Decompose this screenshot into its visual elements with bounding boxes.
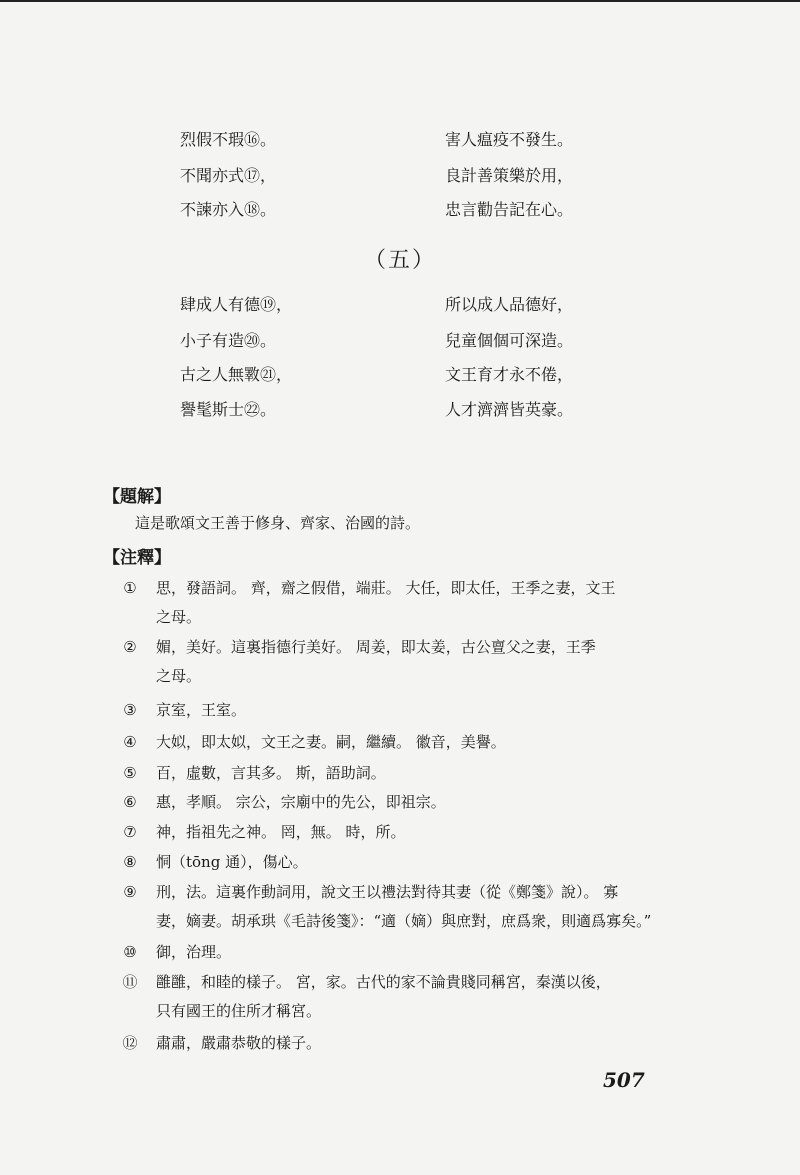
note-line: 思，發語詞。 齊，齋之假借，端莊。 大任，即太任，王季之妻，文王 [156,579,616,597]
note-number: ⑩ [123,943,137,961]
note-number: ④ [123,733,137,751]
poem-line [0,161,800,191]
note-item [120,759,680,788]
note-item [120,696,680,725]
poem-translation: 忠言勸告記在心。 [445,200,574,219]
note-line: 惠，孝順。 宗公，宗廟中的先公，即祖宗。 [156,793,446,811]
note-line: 京室，王室。 [156,701,247,719]
poem-line [0,125,800,155]
poem-original: 譽髦斯士㉒。 [180,400,277,419]
note-line: 肅肅，嚴肅恭敬的樣子。 [156,1034,322,1052]
note-number: ⑤ [123,764,137,782]
note-number: ② [123,638,137,656]
tijie-text: 這是歌頌文王善于修身、齊家、治國的詩。 [135,514,421,532]
note-number: ① [123,579,137,597]
note-item [120,938,680,967]
note-line: 之母。 [156,608,202,626]
poem-line [0,395,800,425]
poem-original: 小子有造⑳。 [180,331,277,350]
note-item [120,818,680,847]
note-line: 恫（tōng 通），傷心。 [156,853,308,871]
note-item [120,574,680,632]
note-item [120,968,680,1026]
note-item [120,633,680,691]
top-rule [0,0,800,2]
poem-translation: 文王育才永不倦， [445,365,574,384]
poem-line [0,326,800,356]
note-line: 之母。 [156,667,202,685]
poem-translation: 良計善策樂於用， [445,166,574,185]
note-number: ⑫ [122,1034,138,1052]
poem-original: 烈假不瑕⑯。 [180,130,277,149]
poem-line [0,290,800,320]
poem-translation: 害人瘟疫不發生。 [445,130,574,149]
note-line: 妻，嫡妻。胡承珙《毛詩後箋》：“適（嫡）與庶對，庶爲衆，則適爲寡矣。” [156,912,652,930]
page-number: 507 [603,1068,645,1092]
poem-translation: 所以成人品德好， [445,295,574,314]
note-item [120,878,680,936]
note-number: ⑨ [123,883,137,901]
note-item [120,728,680,757]
note-number: ⑪ [122,973,138,991]
note-number: ⑧ [123,853,137,871]
poem-translation: 人才濟濟皆英豪。 [445,400,574,419]
note-line: 只有國王的住所才稱宮。 [156,1002,322,1020]
note-number: ⑦ [123,823,137,841]
poem-line [0,195,800,225]
note-line: 大姒，即太姒，文王之妻。嗣，繼續。 徽音，美譽。 [156,733,506,751]
poem-line [0,360,800,390]
zhushi-heading: 【注釋】 [103,548,171,568]
note-item [120,1029,680,1058]
note-line: 百，虛數，言其多。 斯，語助詞。 [156,764,386,782]
note-line: 刑，法。這裏作動詞用，說文王以禮法對待其妻（從《鄭箋》說）。 寡 [156,883,619,901]
poem-original: 不諫亦入⑱。 [180,200,277,219]
poem-original: 不聞亦式⑰， [180,166,277,185]
poem-original: 古之人無斁㉑， [180,365,293,384]
tijie-heading: 【題解】 [103,487,171,507]
note-line: 御，治理。 [156,943,232,961]
note-line: 神，指祖先之神。 罔，無。 時，所。 [156,823,406,841]
poem-translation: 兒童個個可深造。 [445,331,574,350]
poem-original: 肆成人有德⑲， [180,295,293,314]
note-line: 雝雝，和睦的樣子。 宮，家。古代的家不論貴賤同稱宮，秦漢以後， [156,973,611,991]
note-number: ③ [123,701,137,719]
note-line: 媚，美好。這裏指德行美好。 周姜，即太姜，古公亶父之妻，王季 [156,638,596,656]
note-number: ⑥ [123,793,137,811]
section-heading: （五） [363,248,436,273]
note-item [120,788,680,817]
note-item [120,848,680,877]
